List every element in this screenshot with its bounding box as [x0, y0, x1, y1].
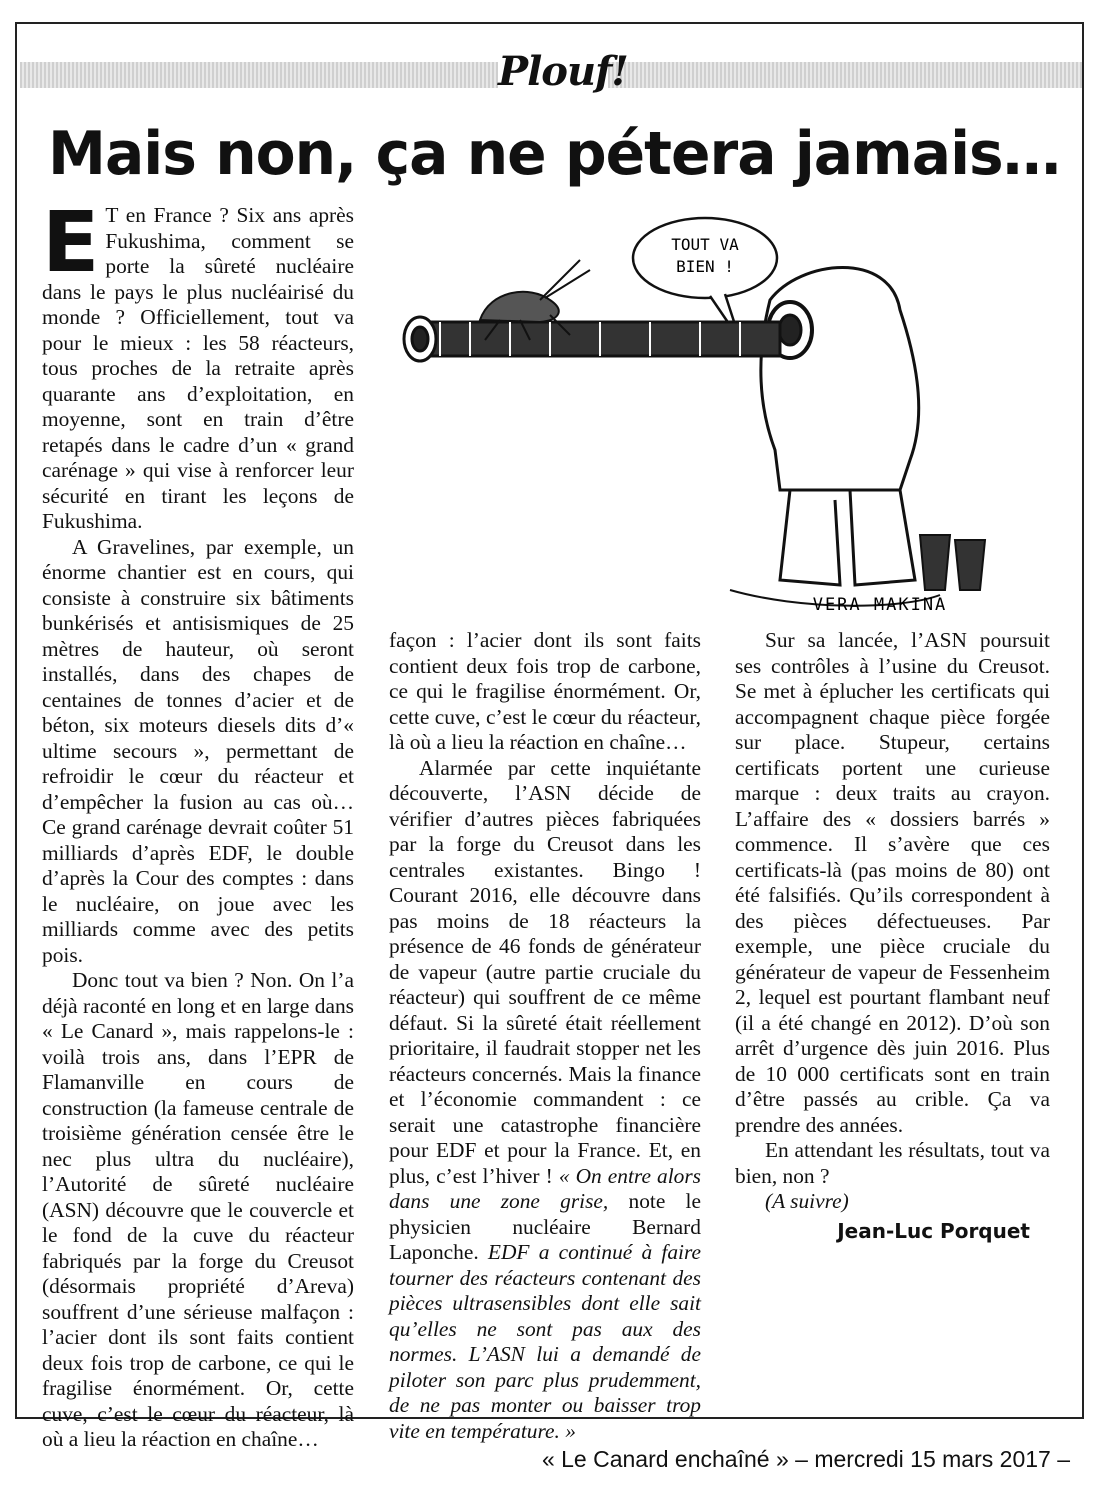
article-column-1 [42, 193, 354, 1451]
article-column-2 [389, 628, 701, 1444]
speech-line-2: BIEN ! [676, 257, 734, 276]
paragraph-3-continued: façon : l’acier dont ils sont faits contient deux fois trop de carbone, ce qui le fragilise énormément. Or, cette cuve, c’est le cœur du réacteur, là où a lieu la réaction en chaîne… [389, 628, 701, 754]
article-column-3 [735, 628, 1050, 1244]
speech-line-1: TOUT VA [671, 235, 739, 254]
headline: Mais non, ça ne pétera jamais… [48, 119, 1060, 189]
paragraph-4: Alarmée par cette inquiétante découverte, l’ASN décide de vérifier d’autres pièces fabriquées par la forge du Creusot dans les centrales existantes. Bingo ! Courant 2016, elle découvre dans pas moins de 18 réacteurs la présence de 46 fonds de générateur de vapeur (autre partie cruciale du réacteur) qui souffrent de ce même défaut. Si la sûreté était réellement prioritaire, il faudrait stopper net les réacteurs concernés. Mais la finance et l’économie commandent : ce serait une catastrophe financière pour EDF et pour la France. Et, en plus, c’est l’hiver ! « On entre alors dans une zone grise, note le physicien nucléaire Bernard Laponche. EDF a continué à faire tourner des réacteurs contenant des pièces ultrasensibles dont elle sait qu’elles ne sont pas aux des normes. L’ASN lui a demandé de piloter son parc plus prudemment, de ne pas monter ou baisser trop vite en température. » [389, 755, 701, 1443]
paragraph-2: A Gravelines, par exemple, un énorme chantier est en cours, qui consiste à construire six bâtiments bunkérisés et antisismiques de 25 mètres de hauteur, où seront installés, dans des chapes de centaines de tonnes d’acier et de béton, six moteurs diesels dits d’« ultime secours », permettant de refroidir le cœur du réacteur et d’empêcher la fusion au cas où… Ce grand carénage devrait coûter 51 milliards d’après EDF, le double d’après la Cour des comptes : dans le nucléaire, on joue avec les milliards comme avec des petits pois. [42, 534, 354, 967]
author-signature: Jean-Luc Porquet [837, 1218, 1030, 1243]
cartoon-credit: VERA MAKINA [812, 595, 948, 615]
publication-footer: « Le Canard enchaîné » – mercredi 15 mars 2017 – [541, 1446, 1070, 1472]
cooling-towers [920, 535, 985, 590]
paragraph-5: Sur sa lancée, l’ASN poursuit ses contrôles à l’usine du Creusot. Se met à éplucher les certificats qui accompagnent chaque pièce forgée sur place. Stupeur, certains certificats portent une curieuse marque : deux traits au crayon. L’affaire des « dossiers barrés » commence. Il s’avère que ces certificats-là (pas moins de 80) ont été falsifiés. Qu’ils correspondent à des pièces défectueuses. Par exemple, une pièce cruciale du générateur de vapeur de Fessenheim 2, lequel est pourtant flambant neuf (il a été changé en 2012). D’où son arrêt d’urgence dès juin 2016. Plus de 10 000 certificats sont en train d’être passés au crible. Ça va prendre des années. [735, 628, 1050, 1137]
paragraph-6: En attendant les résultats, tout va bien, non ? [735, 1138, 1050, 1188]
hazmat-figure [730, 268, 940, 606]
telescope-snout [404, 317, 780, 361]
cartoon-illustration [380, 190, 1080, 620]
rubric-logo: Plouf! [498, 46, 608, 98]
paragraph-1: E T en France ? Six ans après Fukushima, comment se porte la sûreté nucléaire dans le pays le plus nucléairisé du monde ? Officiellement, tout va pour le mieux : les 58 réacteurs, tous proches de la retraite après quarante ans d’exploitation, en moyenne, sont en train d’être retapés dans le cadre d’un « grand carénage » qui vise à renforcer leur sécurité en tirant les leçons de Fukushima. [42, 193, 354, 533]
drop-cap: E [42, 193, 100, 291]
to-be-continued: (A suivre) [765, 1189, 849, 1213]
paragraph-3: Donc tout va bien ? Non. On l’a déjà raconté en long et en large dans « Le Canard », mais rappelons-le : voilà trois ans, dans l’EPR de Flamanville en cours de construction (la fameuse centrale de troisième génération censée être le nec plus ultra du nucléaire), l’Autorité de sûreté nucléaire (ASN) découvre que le couvercle et le fond de la cuve du réacteur fabriqués par la forge du Creusot (désormais propriété d’Areva) souffrent d’une sérieuse malfaçon : l’acier dont ils sont faits contient deux fois trop de carbone, ce qui le fragilise énormément. Or, cette cuve, c’est le cœur du réacteur, là où a lieu la réaction en chaîne… [42, 968, 354, 1451]
